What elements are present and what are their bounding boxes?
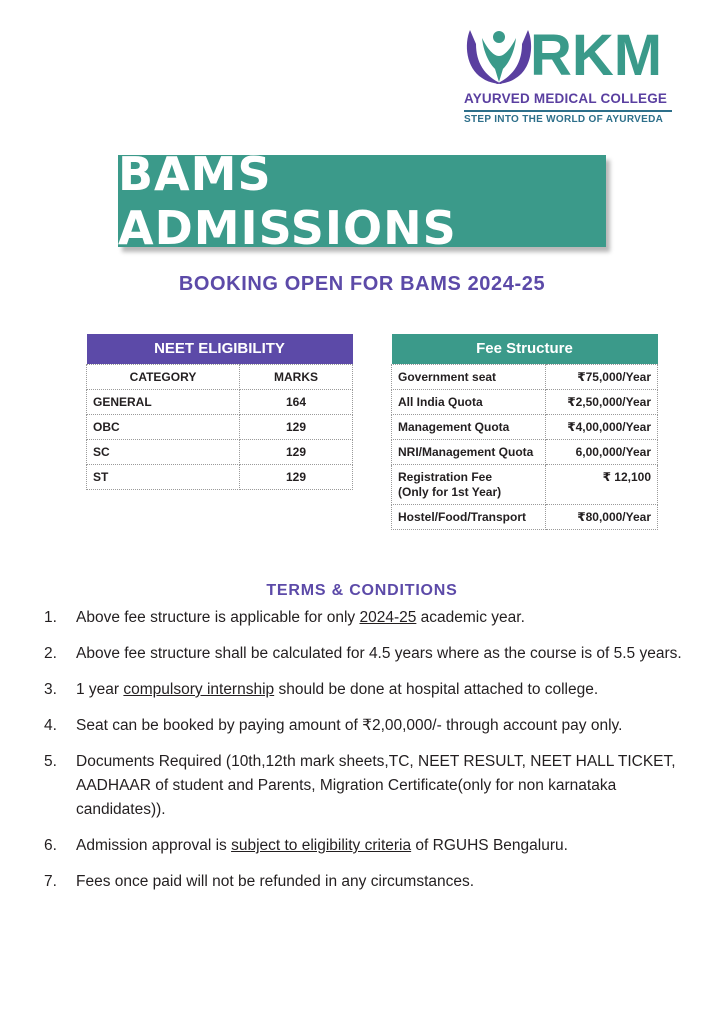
- term-text: Above fee structure is applicable for only: [76, 609, 360, 626]
- list-item: [44, 606, 684, 630]
- terms-list: [44, 606, 684, 906]
- fee-item: Hostel/Food/Transport: [392, 504, 546, 529]
- term-text: of RGUHS Bengaluru.: [411, 837, 568, 854]
- fee-amount: ₹80,000/Year: [546, 504, 658, 529]
- fee-amount: 6,00,000/Year: [546, 439, 658, 464]
- fee-item: Government seat: [392, 364, 546, 389]
- fee-table-title: Fee Structure: [392, 334, 658, 364]
- term-number: 1.: [44, 609, 57, 626]
- fee-item: NRI/Management Quota: [392, 439, 546, 464]
- term-text: should be done at hospital attached to college.: [274, 681, 599, 698]
- fee-amount: ₹ 12,100: [546, 464, 658, 504]
- table-row: [392, 504, 658, 529]
- term-number: 2.: [44, 645, 57, 662]
- neet-category: GENERAL: [87, 389, 240, 414]
- booking-heading: BOOKING OPEN FOR BAMS 2024-25: [178, 273, 546, 295]
- fee-item: Management Quota: [392, 414, 546, 439]
- term-text: Above fee structure shall be calculated for 4.5 years where as the course is of 5.5 years.: [76, 645, 682, 662]
- fee-item-note: (Only for 1st Year): [398, 484, 502, 499]
- table-row: [87, 389, 353, 414]
- lotus-figure-icon: [462, 24, 536, 88]
- term-text: Seat can be booked by paying amount of ₹2,00,000/- through account pay only.: [76, 717, 623, 734]
- college-logo: [462, 24, 674, 124]
- neet-col-marks: MARKS: [240, 364, 353, 389]
- logo-wordmark: RKM: [530, 23, 663, 88]
- term-text: Documents Required (10th,12th mark sheets,TC, NEET RESULT, NEET HALL TICKET, AADHAAR of student and Parents, Migration Certificate(only for non karnataka candidates)).: [76, 753, 676, 818]
- term-underlined: 2024-25: [359, 609, 417, 626]
- neet-eligibility-table: [86, 334, 353, 490]
- term-number: 5.: [44, 753, 57, 770]
- fee-item: All India Quota: [392, 389, 546, 414]
- list-item: [44, 714, 684, 738]
- neet-marks: 129: [240, 414, 353, 439]
- term-number: 4.: [44, 717, 57, 734]
- neet-marks: 129: [240, 464, 353, 489]
- term-number: 7.: [44, 873, 57, 890]
- fee-item: Registration Fee: [398, 469, 493, 484]
- term-number: 3.: [44, 681, 57, 698]
- neet-category: SC: [87, 439, 240, 464]
- neet-marks: 129: [240, 439, 353, 464]
- term-number: 6.: [44, 837, 57, 854]
- list-item: [44, 642, 684, 666]
- list-item: [44, 834, 684, 858]
- neet-marks: 164: [240, 389, 353, 414]
- fee-amount: ₹4,00,000/Year: [546, 414, 658, 439]
- fee-structure-table: [391, 334, 658, 530]
- admissions-banner: [118, 147, 606, 255]
- term-text: academic year.: [416, 609, 525, 626]
- terms-heading: TERMS & CONDITIONS: [266, 582, 458, 599]
- list-item: [44, 678, 684, 702]
- banner-title: BAMS ADMISSIONS: [118, 147, 457, 255]
- term-underlined: subject to eligibility criteria: [231, 837, 412, 854]
- logo-college-name: AYURVED MEDICAL COLLEGE: [464, 91, 668, 106]
- fee-item-cell: [392, 464, 546, 504]
- neet-col-category: CATEGORY: [87, 364, 240, 389]
- table-row: [392, 414, 658, 439]
- table-row: [392, 364, 658, 389]
- logo-divider: [464, 110, 672, 112]
- list-item: [44, 870, 684, 894]
- table-row: [87, 464, 353, 489]
- table-row: [392, 464, 658, 504]
- fee-amount: ₹2,50,000/Year: [546, 389, 658, 414]
- table-row: [87, 414, 353, 439]
- neet-category: ST: [87, 464, 240, 489]
- term-underlined: compulsory internship: [123, 681, 275, 698]
- neet-category: OBC: [87, 414, 240, 439]
- neet-table-title: NEET ELIGIBILITY: [87, 334, 353, 364]
- logo-tagline: STEP INTO THE WORLD OF AYURVEDA: [464, 114, 664, 125]
- table-row: [392, 439, 658, 464]
- fee-amount: ₹75,000/Year: [546, 364, 658, 389]
- term-text: Admission approval is: [76, 837, 232, 854]
- table-row: [87, 439, 353, 464]
- term-text: 1 year: [76, 681, 124, 698]
- list-item: [44, 750, 684, 822]
- term-text: Fees once paid will not be refunded in any circumstances.: [76, 873, 475, 890]
- table-row: [392, 389, 658, 414]
